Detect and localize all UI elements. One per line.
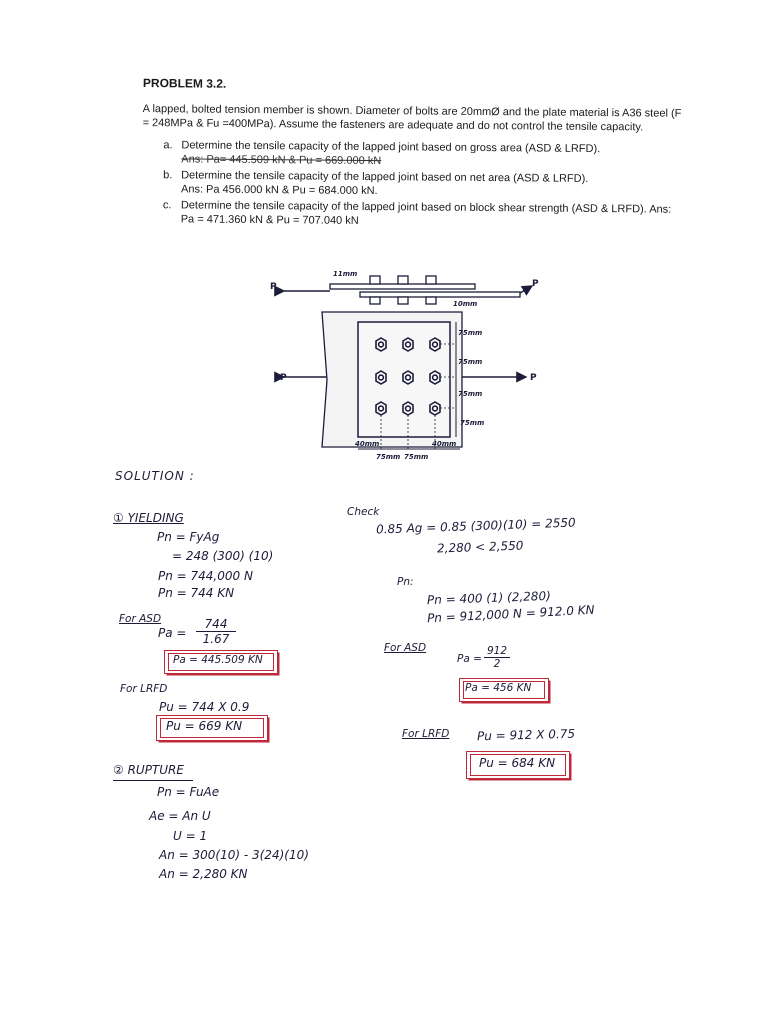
check-asd-label: For ASD — [384, 642, 427, 654]
dim-right-2: 75mm — [458, 358, 483, 366]
plan-view — [280, 312, 537, 461]
fraction-numerator: 744 — [204, 617, 228, 631]
item-letter: a. — [163, 139, 173, 152]
bolt-heads-side — [370, 276, 436, 304]
problem-title: PROBLEM 3.2. — [142, 76, 227, 91]
dim-bottom-spacing-1: 75mm — [376, 453, 401, 461]
check-lrfd-line: Pu = 912 X 0.75 — [476, 726, 576, 744]
dim-bottom-spacing-2: 75mm — [404, 453, 429, 461]
item-answer: Ans: Pa 456.000 kN & Pu = 684.000 kN. — [180, 183, 378, 198]
rupture-line-3: U = 1 — [173, 829, 208, 843]
dim-bottom-edge-left: 40mm — [355, 440, 380, 448]
dim-top-thickness: 11mm — [333, 270, 358, 278]
check-label: Check — [347, 506, 380, 518]
yielding-lrfd-label: For LRFD — [120, 683, 168, 695]
yielding-lrfd-result: Pu = 669 KN — [166, 719, 243, 733]
item-text: Determine the tensile capacity of the lapped joint based on gross area (ASD & LRFD). — [181, 139, 601, 156]
check-line-2: 2,280 < 2,550 — [436, 538, 524, 556]
yielding-asd-fraction — [196, 617, 236, 646]
dim-side-thickness: 10mm — [453, 300, 478, 308]
check-asd-result: Pa = 456 KN — [465, 682, 532, 694]
side-view — [270, 270, 539, 308]
item-text: Determine the tensile capacity of the lapped joint based on block shear strength (ASD & LRFD). Ans: Pa = 471.360 kN & Pu = 707.040 kN — [180, 199, 672, 227]
dim-right-4: 75mm — [460, 419, 485, 427]
lower-plate — [360, 292, 520, 297]
fraction-denominator: 1.67 — [202, 632, 230, 646]
rupture-heading: ② RUPTURE — [113, 763, 184, 777]
yielding-heading: ① YIELDING — [113, 511, 184, 525]
load-label-top-right: P — [532, 279, 539, 289]
yielding-asd-label: For ASD — [119, 613, 162, 625]
fraction-numerator: 912 — [486, 645, 508, 657]
yielding-line-1: Pn = FyAg — [157, 530, 220, 544]
rupture-line-2: Ae = An U — [149, 809, 211, 823]
check-asd-lhs: Pa = — [457, 653, 482, 665]
check-lrfd-result: Pu = 684 KN — [479, 756, 556, 770]
yielding-line-2: = 248 (300) (10) — [172, 549, 274, 563]
check-asd-fraction — [484, 645, 510, 670]
yielding-asd-lhs: Pa = — [158, 626, 187, 640]
upper-plate — [330, 284, 475, 289]
pn-line-1: Pn = 400 (1) (2,280) — [426, 588, 551, 608]
pn-label: Pn: — [397, 576, 414, 588]
rupture-line-1: Pn = FuAe — [157, 785, 220, 799]
check-line-1: 0.85 Ag = 0.85 (300)(10) = 2550 — [375, 515, 576, 537]
yielding-line-4: Pn = 744 KN — [158, 586, 235, 600]
item-letter: b. — [163, 169, 173, 182]
load-label-top-left: P — [270, 282, 277, 292]
item-text: Determine the tensile capacity of the lapped joint based on net area (ASD & LRFD). — [181, 169, 589, 185]
yielding-line-3: Pn = 744,000 N — [158, 569, 253, 583]
dim-right-1: 75mm — [458, 329, 483, 337]
rupture-line-4: An = 300(10) - 3(24)(10) — [159, 848, 309, 862]
item-letter: c. — [162, 199, 172, 212]
solution-heading: SOLUTION : — [115, 469, 195, 483]
problem-intro: A lapped, bolted tension member is shown. Diameter of bolts are 20mmØ and the plate material is A36 steel (F = 248MPa & Fu =400MPa). Assume the fasteners are adequate and do not control the tensile capacity. — [142, 103, 682, 134]
load-label-plan-right: P — [530, 373, 537, 383]
yielding-asd-result: Pa = 445.509 KN — [173, 654, 263, 666]
yielding-lrfd-line: Pu = 744 X 0.9 — [159, 700, 250, 714]
item-answer-struck: Ans: Pa= 445.509 kN & Pu = 669.000 kN — [181, 153, 382, 168]
dim-bottom-edge-right: 40mm — [432, 440, 457, 448]
pn-line-2: Pn = 912,000 N = 912.0 KN — [426, 602, 595, 626]
load-label-plan-left: P — [280, 373, 287, 383]
load-arrow-right-top — [520, 286, 532, 293]
fraction-denominator: 2 — [493, 658, 501, 670]
dim-right-3: 75mm — [458, 390, 483, 398]
check-lrfd-label: For LRFD — [402, 728, 450, 740]
rupture-underline — [113, 780, 193, 781]
rupture-line-5: An = 2,280 KN — [159, 867, 248, 881]
